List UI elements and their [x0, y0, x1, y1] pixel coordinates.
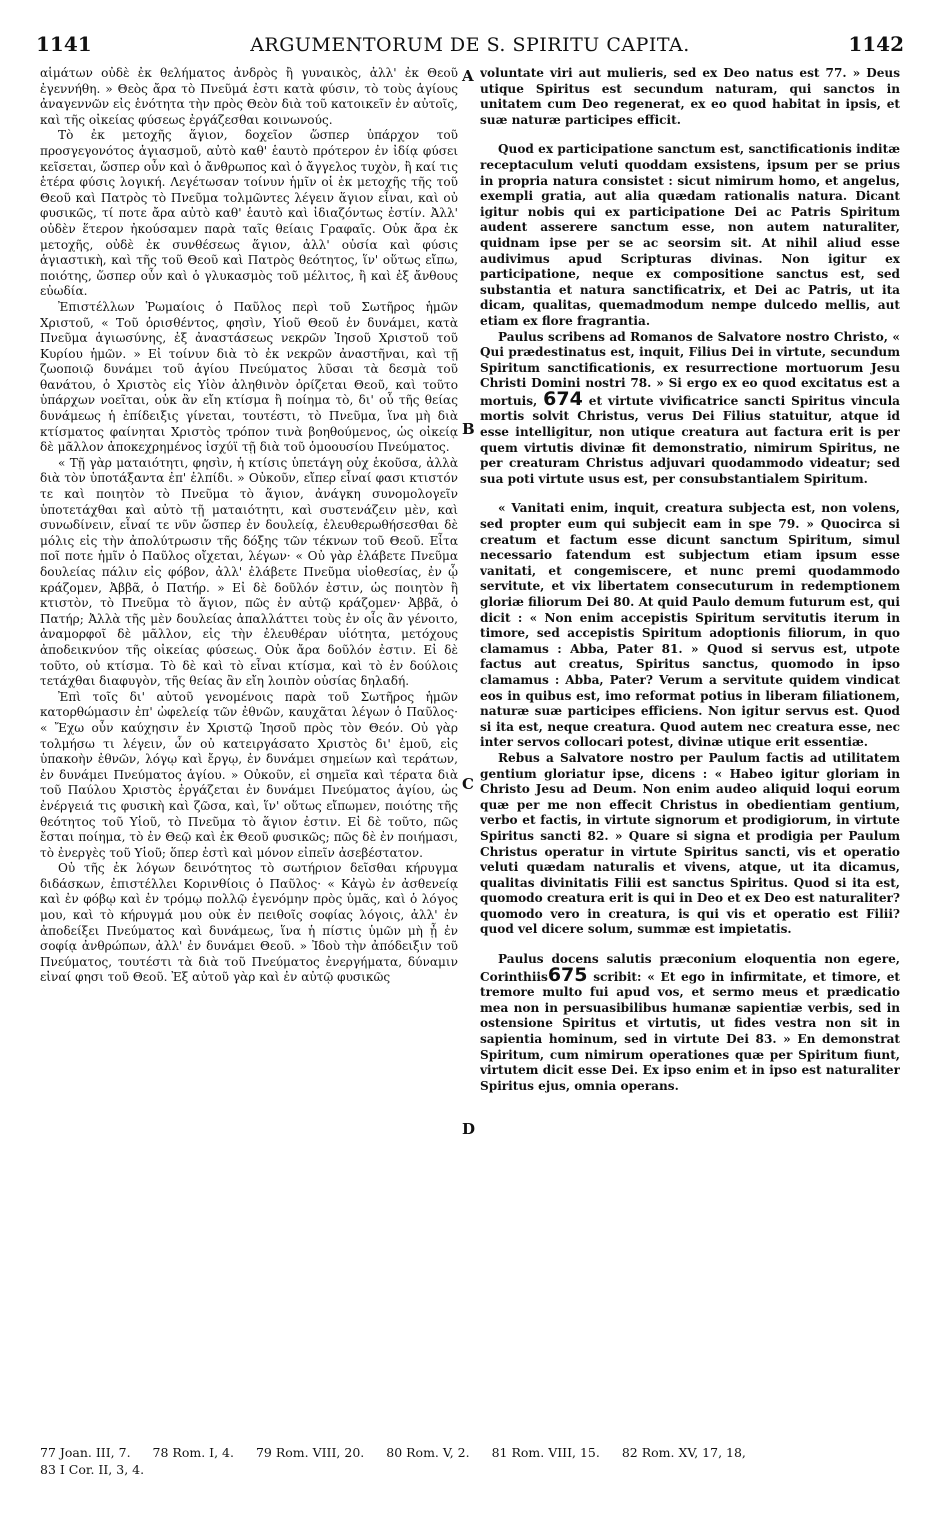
latin-paragraph: Rebus a Salvatore nostro per Paulum factis ad utilitatem gentium gloriatur ipse, dicens : « Habeo igitur gloriam in Christo Jesu ad Deum. Non enim audeo aliquid loqui eorum quæ per me non effecit Christus in obedientiam gentium, verbo et factis, in virtute signorum et prodigiorum, in virtute Spiritus sancti 82. » Quare si signa et prodigia per Paulum Christus operatur in virtute Spiritus sancti, vis et operatio veluti quædam naturalis et vivens, atque, ut ita dicamus, qualitas divinitatis Filii est sanctus Spiritus. Quod si ita est, quomodo creatura erit is qui in Deo et ex Deo est naturaliter? quomodo vero in creatura, is qui vis et operatio est Filii? quod vel dicere solum, summæ est impietatis. [480, 750, 900, 937]
column-number: 674 [543, 387, 583, 410]
greek-paragraph: Ἐπὶ τοῖς δι' αὐτοῦ γενομένοις παρὰ τοῦ Σωτῆρος ἡμῶν κατορθώμασιν ἐπ' ὠφελείᾳ τῶν ἐθνῶν, καυχᾶται λέγων ὁ Παῦλος· « Ἔχω οὖν καύχησιν ἐν Χριστῷ Ἰησοῦ πρὸς τὸν Θεόν. Οὐ γὰρ τολμήσω τι λέγειν, ὧν οὐ κατειργάσατο Χριστὸς δι' ἐμοῦ, εἰς ὑπακοὴν ἐθνῶν, λόγῳ καὶ ἔργῳ, ἐν δυνάμει σημείων καὶ τεράτων, ἐν δυνάμει Πνεύματος ἁγίου. » Οὐκοῦν, εἰ σημεῖα καὶ τέρατα διὰ τοῦ Παύλου Χριστὸς ἐργάζεται ἐν δυνάμει Πνεύματος ἁγίου, ὡς ἐνέργειά τις φυσικὴ καὶ ζῶσα, καὶ, ἵν' οὕτως εἴπωμεν, ποιότης τῆς θεότητος τοῦ Υἱοῦ, τὸ Πνεῦμα τὸ ἅγιον ἐστιν. Εἰ δὲ τοῦτο, πῶς ἔσται ποίημα, τὸ ἐν Θεῷ καὶ ἐκ Θεοῦ φυσικῶς; πῶς δὲ ἐν ποιήμασι, τὸ ἐνεργὲς τοῦ Υἱοῦ; ὅπερ ἐστὶ καὶ μόνον εἰπεῖν ἀσεβέστατον. [40, 689, 458, 860]
latin-text: Paulus scribens ad Romanos de Salvatore nostro Christo, « Qui prædestinatus est, inquit, Filius Dei in virtute, secundum Spiritum sanctificationis, ex resurrectione mortuorum Jesu Christi Domini nostri 78. » Si ergo ex eo quod excitatus est a mortuis, [480, 329, 900, 408]
footnote: 81 Rom. VIII, 15. [491, 1445, 600, 1460]
page-header [36, 32, 904, 62]
greek-paragraph: αἱμάτων οὐδὲ ἐκ θελήματος ἀνδρὸς ἢ γυναικὸς, ἀλλ' ἐκ Θεοῦ ἐγεννήθη. » Θεὸς ἄρα τὸ Πνεῦμά ἐστι κατὰ φύσιν, τὸ τοὺς ἁγίους ἀναγεννῶν εἰς ἑνότητα τὴν πρὸς Θεὸν διὰ τοῦ κατοικεῖν ἐν αὐτοῖς, καὶ τῆς οἰκείας φύσεως ἐργάζεσθαι κοινωνούς. [40, 66, 458, 127]
running-title: ARGUMENTORUM DE S. SPIRITU CAPITA. [250, 34, 690, 56]
footnote: 80 Rom. V, 2. [386, 1445, 470, 1460]
page-number-right: 1142 [848, 32, 904, 56]
margin-letter-c: C [462, 775, 474, 793]
footnote: 79 Rom. VIII, 20. [255, 1445, 365, 1460]
latin-column [480, 66, 900, 1434]
greek-paragraph: Οὐ τῆς ἐκ λόγων δεινότητος τὸ σωτήριον δεῖσθαι κήρυγμα διδάσκων, ἐπιστέλλει Κορινθίοις ὁ Παῦλος· « Κἀγὼ ἐν ἀσθενείᾳ καὶ ἐν φόβῳ καὶ ἐν τρόμῳ πολλῷ ἐγενόμην πρὸς ὑμᾶς, καὶ ὁ λόγος μου, καὶ τὸ κήρυγμά μου οὐκ ἐν πειθοῖς σοφίας λόγοις, ἀλλ' ἐν ἀποδείξει Πνεύματος καὶ δυνάμεως, ἵνα ἡ πίστις ὑμῶν μὴ ᾖ ἐν σοφίᾳ ἀνθρώπων, ἀλλ' ἐν δυνάμει Θεοῦ. » Ἰδοὺ τὴν ἀπόδειξιν τοῦ Πνεύματος, τουτέστι τὰ διὰ τοῦ Πνεύματος ἐνεργήματα, δύναμιν εἰναί φησι τοῦ Θεοῦ. Ἐξ αὐτοῦ γὰρ καὶ ἐν αὐτῷ φυσικῶς [40, 861, 458, 985]
footnote: 83 I Cor. II, 3, 4. [40, 1462, 145, 1477]
margin-letter-b: B [462, 420, 475, 438]
latin-paragraph: voluntate viri aut mulieris, sed ex Deo natus est 77. » Deus utique Spiritus est secundum naturam, qui sanctos in unitatem cum Deo regenerat, ex eo quod habitat in ipsis, et suæ naturæ participes efficit. [480, 66, 900, 127]
page-number-left: 1141 [36, 32, 92, 56]
latin-text: scribit: « Et ego in infirmitate, et timore, et tremore multo fui apud vos, et sermo meus et prædicatio mea non in persuasibilibus humanæ sapientiæ verbis, sed in ostensione Spiritus et virtutis, ut fides vestra non sit in sapientia hominum, sed in virtute Dei 83. » En demonstrat Spiritum, cum nimirum operationes quæ per Spiritum fiunt, virtutem dicit esse Dei. Ex ipso enim et in ipso est naturaliter Spiritus ejus, omnia operans. [480, 969, 900, 1093]
greek-paragraph: Τὸ ἐκ μετοχῆς ἅγιον, δοχεῖον ὥσπερ ὑπάρχον τοῦ προσγεγονότος ἁγιασμοῦ, αὐτὸ καθ' ἑαυτὸ πρότερον ἐν ἰδίᾳ φύσει κεῖσεται, ὥσπερ οὖν καὶ ὁ ἄνθρωπος καὶ ὁ ἄγγελος τυχὸν, ἢ καί τις ἑτέρα φύσις λογική. Λεγέτωσαν τοίνυν ἡμῖν οἱ ἐκ μετοχῆς τῆς τοῦ Θεοῦ καὶ Πατρὸς τὸ Πνεῦμα τολμῶντες λέγειν ἅγιον εἶναι, καὶ οὐ φυσικῶς, τί ποτε ἄρα αὐτὸ καθ' ἑαυτὸ καὶ ἰδιαζόντως ἐστίν. Ἀλλ' οὐδὲν ἕτερον ἠκούσαμεν παρὰ ταῖς θείαις Γραφαῖς. Οὐκ ἄρα ἐκ μετοχῆς, οὐδὲ ἐκ συνθέσεως ἅγιον, ἀλλ' οὐσία καὶ φύσις ἁγιαστικὴ, καὶ τῆς τοῦ Θεοῦ καὶ Πατρὸς θεότητος, ἵν' οὕτως εἴπω, ποιότης, ὥσπερ οὖν καὶ ὁ γλυκασμὸς τοῦ μέλιτος, ἢ καὶ ἐξ ἄνθους εὐωδία. [40, 128, 458, 299]
latin-paragraph: Quod ex participatione sanctum est, sanctificationis inditæ receptaculum veluti quoddam exsistens, ipsum per se prius in propria natura consistet : sicut nimirum homo, et angelus, exempli gratia, aut alia quædam rationalis natura. Dicant igitur nobis qui ex participatione Dei ac Patris Spiritum audent asserere sanctum esse, non autem naturaliter, quidnam ipse per se ac seorsim sit. At nihil aliud esse audivimus apud Scripturas divinas. Non igitur ex participatione, neque ex compositione sanctus est, sed substantia et natura sanctificatrix, et Dei ac Patris, ut ita dicam, qualitas, quemadmodum nempe dulcedo mellis, aut etiam ex flore fragrantia. [480, 142, 900, 328]
footnotes [40, 1444, 900, 1484]
footnote: 82 Rom. XV, 17, 18, [621, 1445, 746, 1460]
latin-paragraph: « Vanitati enim, inquit, creatura subjecta est, non volens, sed propter eum qui subjecit eam in spe 79. » Quocirca si creatum et factum esse dicunt sanctum Spiritum, simul necessario fatendum est subjectum etiam ipsum esse vanitati, et congemiscere, et nunc premi quodammodo servitute, et vix libertatem consecuturum in redemptionem gloriæ filiorum Dei 80. At quid Paulo demum futurum est, qui dicit : « Non enim accepistis Spiritum servitutis iterum in timore, sed accepistis Spiritum adoptionis filiorum, in quo clamamus : Abba, Pater 81. » Quod si servus est, utpote factus aut creatus, Spiritus sanctus, quomodo in ipso clamamus : Abba, Pater? Verum a servitute quidem vindicat eos in quibus est, imo reformat potius in liberam filiationem, naturæ suæ participes efficiens. Non igitur servus est. Quod si ita est, neque creatura. Quod autem nec creatura esse, nec inter servos collocari potest, divinæ utique erit essentiæ. [480, 501, 900, 750]
latin-text: et virtute vivificatrice sancti Spiritus vincula mortis solvit Christus, verus Dei Filius statuitur, atque id esse intelligitur, non utique creatura aut factura erit is per quem virtutis divinæ fit demonstratio, nimirum Spiritus, ne per creaturam Christus adjuvari quodammodo videatur; sed sua poti virtute usus est, per consubstantialem Spiritum. [480, 393, 900, 486]
margin-letter-a: A [462, 67, 474, 85]
footnote: 77 Joan. III, 7. [40, 1445, 131, 1460]
greek-column [40, 66, 458, 1434]
greek-paragraph: « Τῇ γὰρ ματαιότητι, φησὶν, ἡ κτίσις ὑπετάγη οὐχ ἑκοῦσα, ἀλλὰ διὰ τὸν ὑποτάξαντα ἐπ' ἐλπίδι. » Οὐκοῦν, εἴπερ εἶναί φασι κτιστόν τε καὶ ποιητὸν τὸ Πνεῦμα τὸ ἅγιον, ἀνάγκη συνομολογεῖν ὑποτετάχθαι καὶ αὐτὸ τῇ ματαιότητι, καὶ συστενάζειν μὲν, καὶ συνωδίνειν, εἶναί τε νῦν ὥσπερ ἐν δουλείᾳ, ἐλευθερωθήσεσθαι δὲ μόλις εἰς τὴν ἀπολύτρωσιν τῆς δόξης τῶν τέκνων τοῦ Θεοῦ. Εἶτα ποῖ ποτε ἡμῖν ὁ Παῦλος οἴχεται, λέγων· « Οὐ γὰρ ἐλάβετε Πνεῦμα δουλείας πάλιν εἰς φόβον, ἀλλ' ἐλάβετε Πνεῦμα υἱοθεσίας, ἐν ᾧ κράζομεν, Ἀββᾶ, ὁ Πατήρ. » Εἰ δὲ δοῦλόν ἐστιν, ὡς ποιητὸν ἢ κτιστὸν, τὸ Πνεῦμα τὸ ἅγιον, πῶς ἐν αὐτῷ κράζομεν· Ἀββᾶ, ὁ Πατήρ; Ἀλλὰ τῆς μὲν δουλείας ἀπαλλάττει τοὺς ἐν οἷς ἂν γένοιτο, ἀναμορφοῖ δὲ μᾶλλον, εἰς τὴν ἐλευθέραν υἱότητα, μετόχους ἀποδεικνύον τῆς οἰκείας φύσεως. Οὐκ ἄρα δοῦλόν ἐστιν. Εἰ δὲ τοῦτο, οὐ κτίσμα. Τὸ δὲ καὶ τὸ εἶναι κτίσμα, καὶ τὸ ἐν δούλοις τετάχθαι διαφυγὸν, τῆς θείας ἂν εἴη λοιπὸν οὐσίας δηλαδή. [40, 455, 458, 689]
latin-paragraph [480, 330, 900, 488]
margin-letter-d: D [462, 1120, 476, 1138]
latin-text: Paulus docens salutis præconium eloquentia non egere, Corinthiis [480, 952, 900, 984]
greek-paragraph: Ἐπιστέλλων Ῥωμαίοις ὁ Παῦλος περὶ τοῦ Σωτῆρος ἡμῶν Χριστοῦ, « Τοῦ ὁρισθέντος, φησὶν, Υἱοῦ Θεοῦ ἐν δυνάμει, κατὰ Πνεῦμα ἁγιωσύνης, ἐξ ἀναστάσεως νεκρῶν Ἰησοῦ Χριστοῦ τοῦ Κυρίου ἡμῶν. » Εἰ τοίνυν διὰ τὸ ἐκ νεκρῶν ἀναστῆναι, καὶ τῇ ζωοποιῷ δυνάμει τοῦ ἁγίου Πνεύματος λῦσαι τὰ δεσμὰ τοῦ θανάτου, ὁ Χριστὸς εἰς Υἱὸν ἀληθινὸν ὁρίζεται Θεοῦ, καὶ τοῦτο ὑπάρχων νοεῖται, οὐκ ἂν εἴη κτίσμα ἢ ποίημα τὸ, δι' οὗ τῆς θείας δυνάμεως ἡ ἐπίδειξις γίνεται, τουτέστι, τὸ Πνεῦμα, ἵνα μὴ διὰ κτίσματος φαίνηται Χριστὸς τρόπον τινὰ βοηθούμενος, ὡς οἰκείᾳ δὲ μᾶλλον ἀποκεχρημένος ἰσχύϊ τῇ διὰ τοῦ ὁμοουσίου Πνεύματος. [40, 299, 458, 455]
footnote: 78 Rom. I, 4. [152, 1445, 234, 1460]
column-number: 675 [547, 963, 588, 986]
latin-paragraph [480, 952, 900, 1094]
